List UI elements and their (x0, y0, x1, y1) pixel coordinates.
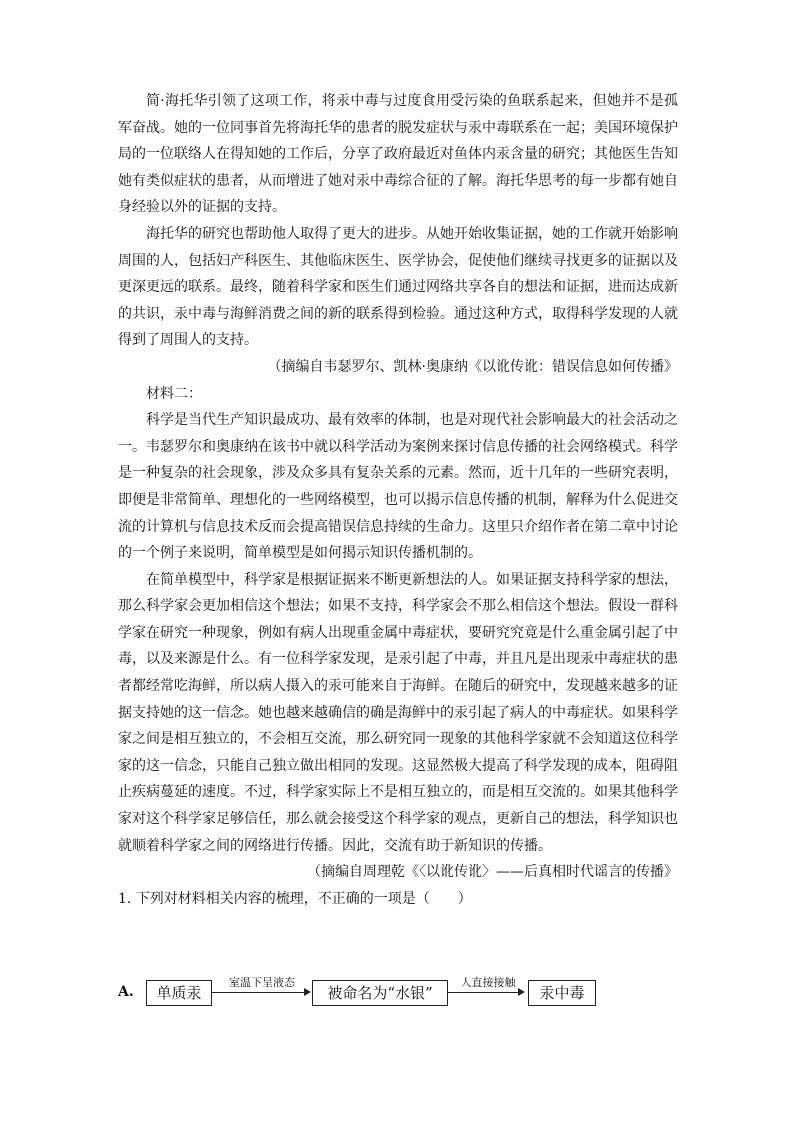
arrow-label: 室温下呈液态 (229, 976, 295, 989)
paragraph: 科学是当代生产知识最成功、最有效率的体制，也是对现代社会影响最大的社会活动之一。韦瑟罗尔和奥康纳在该书中就以科学活动为案例来探讨信息传播的社会网络模式。科学是一种复杂的社会现象，涉及众多具有复杂关系的元素。然而，近十几年的一些研究表明，即便是非常简单、理想化的一些网络模型，也可以揭示信息传播的机制，解释为什么促进交流的计算机与信息技术反而会提高错误信息持续的生命力。这里只介绍作者在第二章中讨论的一个例子来说明，简单模型是如何揭示知识传播机制的。 (118, 412, 678, 562)
paragraph: 简·海托华引领了这项工作，将汞中毒与过度食用受污染的鱼联系起来，但她并不是孤军奋战。她的一位同事首先将海托华的患者的脱发症状与汞中毒联系在一起；美国环境保护局的一位联络人在得知她的工作后，分享了政府最近对鱼体内汞含量的研究；其他医生告知她有类似症状的患者，从而增进了她对汞中毒综合征的了解。海托华思考的每一步都有她自身经验以外的证据的支持。 (118, 93, 678, 216)
source-citation: （摘编自韦瑟罗尔、凯林·奥康纳《以讹传讹：错误信息如何传播》 (267, 358, 678, 375)
arrow-head-icon (304, 988, 311, 996)
flow-box: 汞中毒 (528, 980, 596, 1006)
arrow-label: 人直接接触 (460, 976, 516, 989)
arrow-line (212, 992, 304, 993)
flow-box: 被命名为“水银” (312, 980, 448, 1006)
paragraph: 在简单模型中，科学家是根据证据来不断更新想法的人。如果证据支持科学家的想法，那么科学家会更加相信这个想法；如果不支持，科学家会不那么相信这个想法。假设一群科学家在研究一种现象，例如有病人出现重金属中毒症状，要研究究竟是什么重金属引起了中毒，以及来源是什么。有一位科学家发现，是汞引起了中毒，并且凡是出现汞中毒症状的患者都经常吃海鲜，所以病人摄入的汞可能来自于海鲜。在随后的研究中，发现越来越多的证据支持她的这一信念。她也越来越确信的确是海鲜中的汞引起了病人的中毒症状。如果科学家之间是相互独立的，不会相互交流，那么研究同一现象的其他科学家就不会知道这位科学家的这一信念，只能自己独立做出相同的发现。这显然极大提高了科学发现的成本，阻碍阻止疾病蔓延的速度。不过，科学家实际上不是相互独立的，而是相互交流的。如果其他科学家对这个科学家足够信任，那么就会接受这个科学家的观点，更新自己的想法，科学知识也就顺着科学家之间的网络进行传播。因此，交流有助于新知识的传播。 (118, 571, 678, 854)
paragraph: 海托华的研究也帮助他人取得了更大的进步。从她开始收集证据，她的工作就开始影响周围的人，包括妇产科医生、其他临床医生、医学协会，促使他们继续寻找更多的证据以及更深更远的联系。最终，随着科学家和医生们通过网络共享各自的想法和证据，进而达成新的共识，汞中毒与海鲜消费之间的新的联系得到检验。通过这种方式，取得科学发现的人就得到了周围人的支持。 (118, 225, 678, 349)
flow-box: 单质汞 (146, 980, 212, 1006)
material-label: 材料二： (146, 385, 202, 402)
document-body (118, 88, 678, 912)
arrow-line (448, 992, 518, 993)
option-letter: A. (118, 984, 134, 1000)
option-a-flow (118, 976, 678, 1010)
arrow-head-icon (518, 988, 525, 996)
source-citation: （摘编自周理乾《〈以讹传讹〉——后真相时代谣言的传播》 (307, 864, 678, 881)
question-text: 1. 下列对材料相关内容的梳理，不正确的一项是（ ） (118, 890, 472, 907)
